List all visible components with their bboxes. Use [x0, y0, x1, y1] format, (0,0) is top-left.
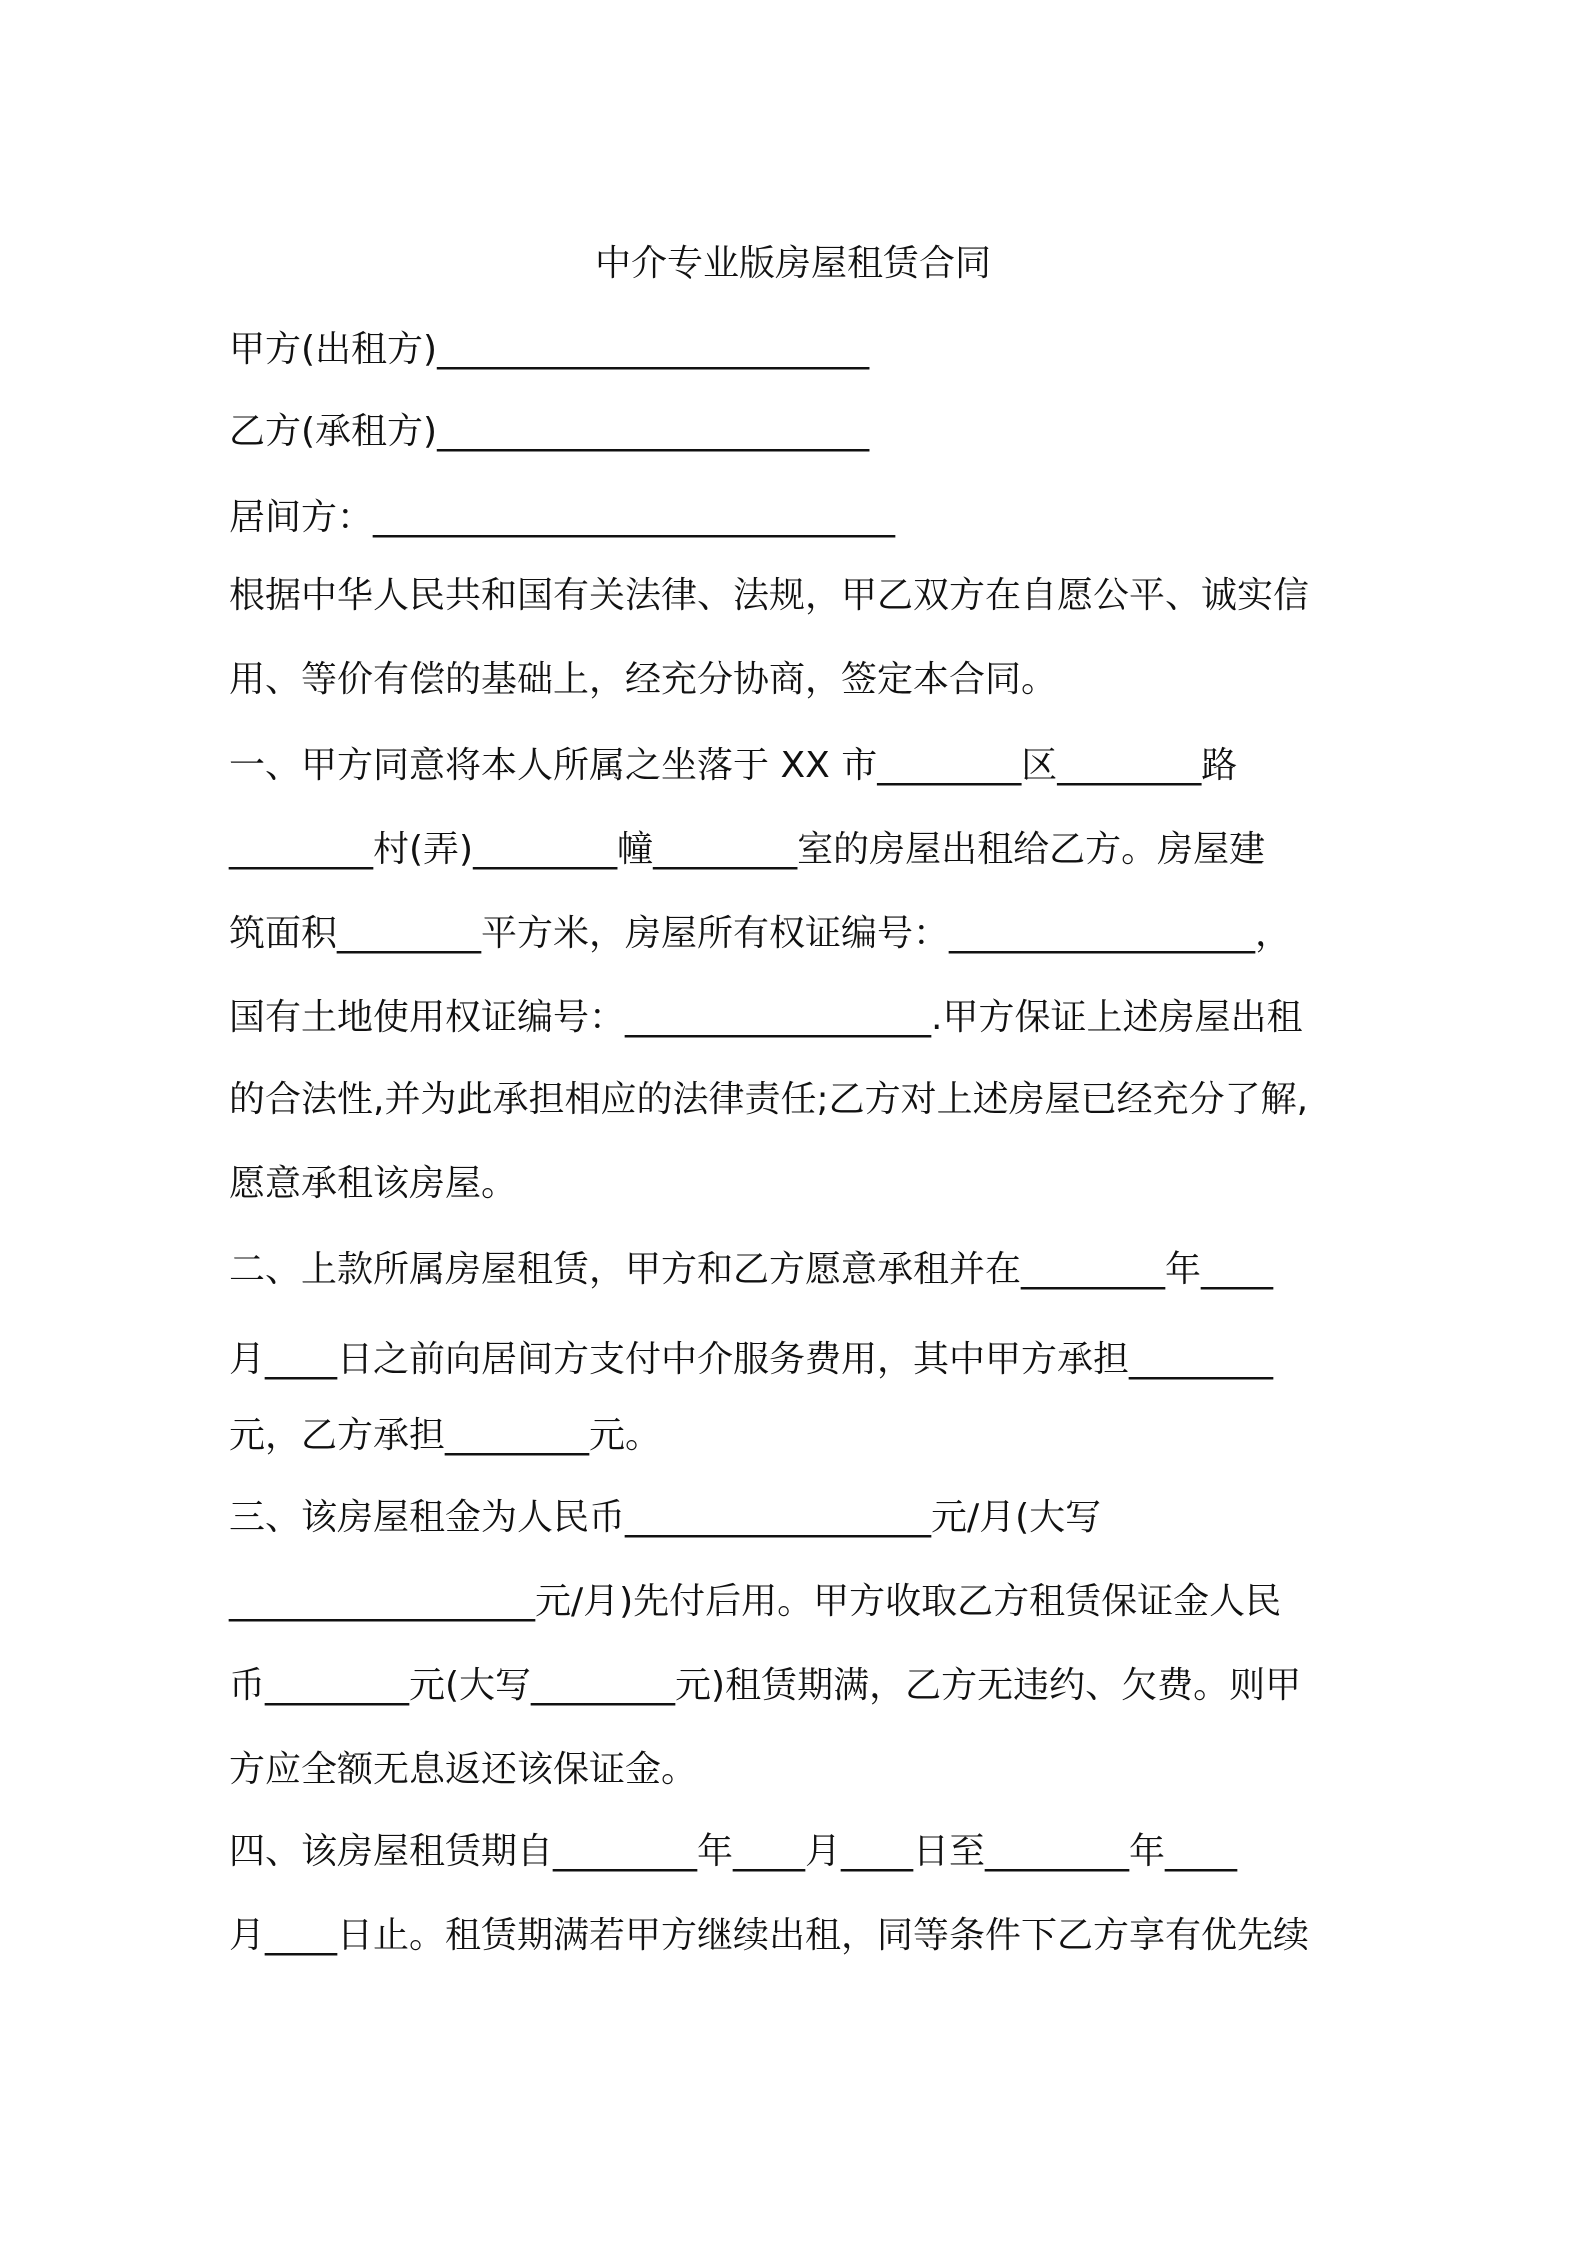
clause-3-line-3: 币________元(大写________元)租赁期满，乙方无违约、欠费。则甲 [229, 1665, 1302, 1706]
clause-3-line-2: _________________元/月)先付后用。甲方收取乙方租赁保证金人民 [229, 1581, 1282, 1622]
clause-2-line-2: 月____日之前向居间方支付中介服务费用，其中甲方承担________ [229, 1339, 1274, 1380]
clause-4-line-2: 月____日止。租赁期满若甲方继续出租，同等条件下乙方享有优先续 [229, 1915, 1310, 1956]
clause-2-line-3: 元，乙方承担________元。 [229, 1415, 662, 1456]
party-a-line: 甲方(出租方)________________________ [229, 329, 870, 370]
intermediary-line: 居间方：_____________________________ [229, 497, 896, 538]
clause-1-line-3: 筑面积________平方米，房屋所有权证编号：_________________， [229, 913, 1292, 954]
clause-1-line-6: 愿意承租该房屋。 [229, 1163, 518, 1204]
document-title: 中介专业版房屋租赁合同 [594, 243, 991, 284]
preamble-line-1: 根据中华人民共和国有关法律、法规，甲乙双方在自愿公平、诚实信 [229, 575, 1310, 616]
preamble-line-2: 用、等价有偿的基础上，经充分协商，签定本合同。 [229, 659, 1058, 700]
clause-2-line-1: 二、上款所属房屋租赁，甲方和乙方愿意承租并在________年____ [229, 1249, 1274, 1290]
clause-3-line-4: 方应全额无息返还该保证金。 [229, 1749, 698, 1790]
clause-1-line-5: 的合法性,并为此承担相应的法律责任;乙方对上述房屋已经充分了解, [229, 1079, 1309, 1120]
clause-4-line-1: 四、该房屋租赁期自________年____月____日至________年____ [229, 1831, 1238, 1872]
clause-1-line-1: 一、甲方同意将本人所属之坐落于 XX 市________区________路 [229, 745, 1238, 786]
clause-3-line-1: 三、该房屋租金为人民币_________________元/月(大写 [229, 1497, 1102, 1538]
clause-1-line-2: ________村(弄)________幢________室的房屋出租给乙方。房屋建 [229, 829, 1266, 870]
clause-1-line-4: 国有土地使用权证编号：_________________.甲方保证上述房屋出租 [229, 997, 1303, 1038]
party-b-line: 乙方(承租方)________________________ [229, 411, 870, 452]
